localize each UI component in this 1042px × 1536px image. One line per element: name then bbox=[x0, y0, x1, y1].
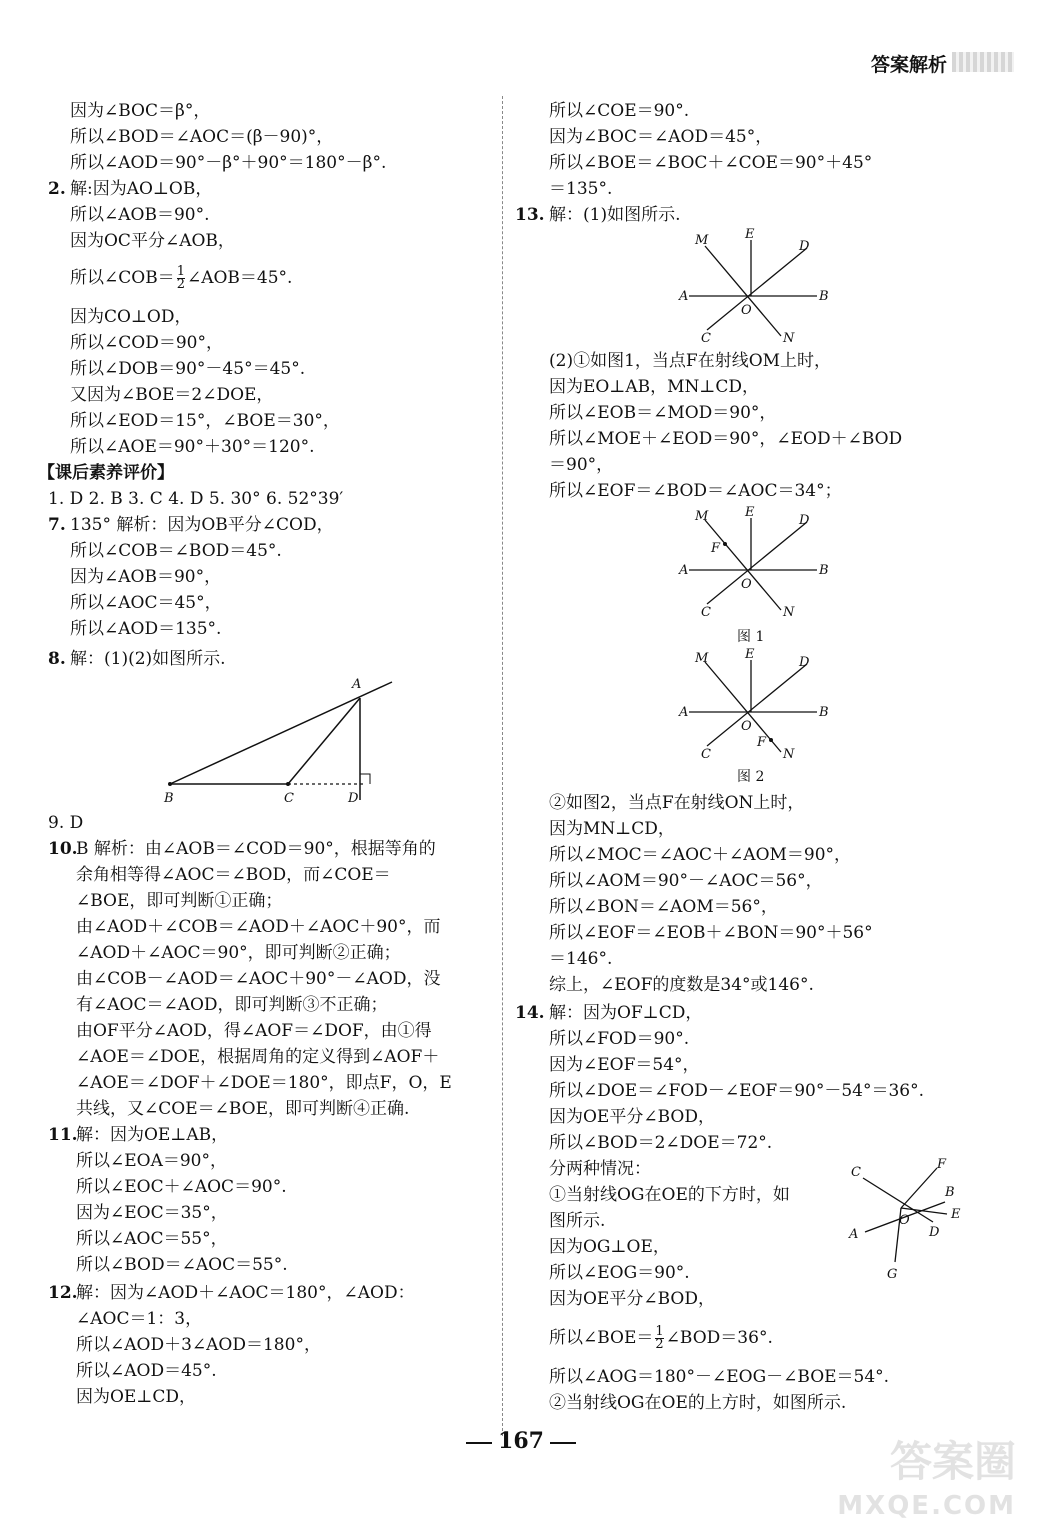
text-line: 所以∠EOD＝15°，∠BOE＝30°， bbox=[70, 411, 340, 431]
text-line: 因为∠AOB＝90°， bbox=[70, 567, 222, 587]
fraction bbox=[655, 1326, 663, 1351]
segment-ca bbox=[288, 698, 360, 784]
text-line: 所以∠COD＝90°， bbox=[70, 333, 223, 353]
text-line: 共线，又∠COE＝∠BOE，即可判断④正确. bbox=[76, 1099, 410, 1119]
label-b: B bbox=[819, 289, 829, 304]
label-d: D bbox=[348, 791, 359, 806]
text-line: 所以∠AOE＝90°＋30°＝120°. bbox=[70, 437, 315, 457]
label-o: O bbox=[741, 719, 752, 734]
problem-number: 11. bbox=[48, 1125, 78, 1145]
problem-number: 10. bbox=[48, 839, 78, 859]
text-line: 解：因为∠AOD＋∠AOC＝180°，∠AOD： bbox=[76, 1283, 415, 1303]
text-line: 所以∠AOM＝90°－∠AOC＝56°， bbox=[549, 871, 823, 891]
figure-14 bbox=[845, 1156, 965, 1286]
point-f bbox=[769, 738, 773, 742]
section-title: 【课后素养评价】 bbox=[38, 463, 174, 483]
text-line: 所以∠EOG＝90°. bbox=[549, 1263, 690, 1283]
text-line: 因为OE平分∠BOD， bbox=[549, 1289, 715, 1309]
text-fragment: ∠AOB＝45°. bbox=[186, 268, 293, 288]
ray-of bbox=[901, 1168, 937, 1208]
problem-number: 7. bbox=[48, 515, 66, 535]
text-line: 所以∠AOD＝135°. bbox=[70, 619, 222, 639]
text-line: B 解析：由∠AOB＝∠COD＝90°，根据等角的 bbox=[76, 839, 436, 859]
label-n: N bbox=[783, 331, 795, 346]
text-line: 所以∠EOA＝90°， bbox=[76, 1151, 227, 1171]
label-c: C bbox=[851, 1165, 861, 1180]
text-fragment: 所以∠BOE＝ bbox=[549, 1328, 654, 1348]
watermark bbox=[837, 1437, 1016, 1528]
text-line: ①当射线OG在OE的下方时，如 bbox=[549, 1185, 790, 1205]
label-a: A bbox=[352, 677, 362, 692]
text-line: 所以∠AOC＝45°， bbox=[70, 593, 222, 613]
text-line: ∠AOE＝∠DOF＋∠DOE＝180°，即点F，O，E bbox=[76, 1073, 452, 1093]
figure-caption: 图 1 bbox=[737, 629, 765, 645]
label-e: E bbox=[951, 1207, 961, 1222]
figure-13 bbox=[677, 226, 837, 346]
answer-line: 1. D 2. B 3. C 4. D 5. 30° 6. 52°39′ bbox=[48, 489, 344, 509]
text-line: 解:因为AO⊥OB， bbox=[70, 179, 213, 199]
page-number: 167 bbox=[498, 1428, 544, 1454]
text-line: 综上，∠EOF的度数是34°或146°. bbox=[549, 975, 814, 995]
label-f: F bbox=[711, 541, 721, 556]
text-line: 所以∠AOC＝55°， bbox=[76, 1229, 228, 1249]
text-line: ＝135°. bbox=[549, 179, 613, 199]
text-line: 由OF平分∠AOD，得∠AOF＝∠DOF，由①得 bbox=[76, 1021, 432, 1041]
text-line: 解：(1)(2)如图所示. bbox=[70, 649, 226, 669]
text-line: 所以∠FOD＝90°. bbox=[549, 1029, 690, 1049]
text-line: 因为OE平分∠BOD， bbox=[549, 1107, 715, 1127]
text-line: 又因为∠BOE＝2∠DOE， bbox=[70, 385, 274, 405]
text-line: 所以∠EOB＝∠MOD＝90°， bbox=[549, 403, 777, 423]
text-line: 因为MN⊥CD， bbox=[549, 819, 675, 839]
text-line: ＝146°. bbox=[549, 949, 613, 969]
point-b bbox=[168, 782, 172, 786]
problem-number: 14. bbox=[515, 1003, 545, 1023]
text-line: 解：(1)如图所示. bbox=[549, 205, 681, 225]
figure-13-2 bbox=[677, 648, 837, 768]
label-b: B bbox=[819, 563, 829, 578]
label-c: C bbox=[701, 331, 711, 346]
text-line: 解：因为OF⊥CD， bbox=[549, 1003, 703, 1023]
label-c: C bbox=[701, 605, 711, 620]
text-line: ∠AOD＋∠AOC＝90°，即可判断②正确； bbox=[76, 943, 401, 963]
problem-number: 8. bbox=[48, 649, 66, 669]
figure-8 bbox=[148, 668, 408, 818]
fraction-numerator: 1 bbox=[655, 1324, 664, 1339]
fraction-denominator: 2 bbox=[176, 277, 185, 292]
label-c: C bbox=[284, 791, 294, 806]
problem-number: 12. bbox=[48, 1283, 78, 1303]
text-line: 因为OE⊥CD， bbox=[76, 1387, 196, 1407]
label-d: D bbox=[799, 513, 810, 528]
fraction bbox=[177, 266, 185, 291]
header-title: 答案解析 bbox=[870, 54, 947, 76]
label-c: C bbox=[701, 747, 711, 762]
text-line: 所以∠BON＝∠AOM＝56°， bbox=[549, 897, 778, 917]
text-line: 所以∠MOC＝∠AOC＋∠AOM＝90°， bbox=[549, 845, 852, 865]
label-a: A bbox=[679, 705, 689, 720]
point-f bbox=[723, 542, 727, 546]
text-line: 所以∠BOD＝2∠DOE＝72°. bbox=[549, 1133, 773, 1153]
text-line: 135° 解析：因为OB平分∠COD， bbox=[70, 515, 334, 535]
line-dc bbox=[707, 248, 807, 330]
label-m: M bbox=[695, 509, 709, 524]
text-line: 所以∠EOC＋∠AOC＝90°. bbox=[76, 1177, 287, 1197]
text-line: 因为CO⊥OD， bbox=[70, 307, 192, 327]
text-line-fraction bbox=[549, 1326, 773, 1351]
label-o: O bbox=[899, 1213, 910, 1228]
text-line: 所以∠EOF＝∠EOB＋∠BON＝90°＋56° bbox=[549, 923, 873, 943]
label-e: E bbox=[745, 227, 755, 242]
page-number-dash bbox=[550, 1442, 576, 1444]
right-angle-mark bbox=[360, 774, 370, 784]
label-g: G bbox=[887, 1267, 898, 1282]
text-line: 所以∠COB＝∠BOD＝45°. bbox=[70, 541, 282, 561]
text-line: ∠AOC＝1：3， bbox=[76, 1309, 203, 1329]
label-o: O bbox=[741, 577, 752, 592]
text-line: ②当射线OG在OE的上方时，如图所示. bbox=[549, 1393, 847, 1413]
text-line: 解：因为OE⊥AB， bbox=[76, 1125, 229, 1145]
label-m: M bbox=[695, 233, 709, 248]
problem-number: 13. bbox=[515, 205, 545, 225]
text-line: 所以∠BOE＝∠BOC＋∠COE＝90°＋45° bbox=[549, 153, 873, 173]
label-n: N bbox=[783, 605, 795, 620]
label-n: N bbox=[783, 747, 795, 762]
text-line: 因为OC平分∠AOB， bbox=[70, 231, 235, 251]
text-line: 余角相等得∠AOC＝∠BOD，而∠COE＝ bbox=[76, 865, 391, 885]
watermark-url: MXQE.COM bbox=[837, 1491, 1016, 1521]
text-line: 因为OG⊥OE， bbox=[549, 1237, 670, 1257]
label-d: D bbox=[929, 1225, 940, 1240]
text-line: 所以∠AOD＋3∠AOD＝180°， bbox=[76, 1335, 321, 1355]
text-line: 所以∠AOD＝45°. bbox=[76, 1361, 217, 1381]
text-line: 所以∠BOD＝∠AOC＝55°. bbox=[76, 1255, 288, 1275]
label-b: B bbox=[819, 705, 829, 720]
label-a: A bbox=[679, 289, 689, 304]
label-a: A bbox=[679, 563, 689, 578]
text-line: 因为∠BOC＝∠AOD＝45°， bbox=[549, 127, 773, 147]
text-line: (2)①如图1，当点F在射线OM上时， bbox=[549, 351, 832, 371]
text-line: 所以∠COE＝90°. bbox=[549, 101, 690, 121]
text-line: 所以∠MOE＋∠EOD＝90°，∠EOD＋∠BOD bbox=[549, 429, 903, 449]
label-o: O bbox=[741, 303, 752, 318]
watermark-text: 答案圈 bbox=[889, 1437, 1016, 1486]
text-line: 所以∠EOF＝∠BOD＝∠AOC＝34°； bbox=[549, 481, 842, 501]
text-line: ②如图2，当点F在射线ON上时， bbox=[549, 793, 805, 813]
text-line-fraction bbox=[70, 266, 292, 291]
fraction-numerator: 1 bbox=[176, 264, 185, 279]
text-line: 因为EO⊥AB，MN⊥CD， bbox=[549, 377, 760, 397]
text-line: ＝90°， bbox=[549, 455, 614, 475]
point-c bbox=[286, 782, 290, 786]
text-line: 所以∠DOE＝∠FOD－∠EOF＝90°－54°＝36°. bbox=[549, 1081, 925, 1101]
fraction-denominator: 2 bbox=[655, 1337, 664, 1352]
label-e: E bbox=[745, 647, 755, 662]
line-ba bbox=[170, 682, 392, 784]
label-f: F bbox=[937, 1157, 947, 1172]
column-divider bbox=[502, 96, 504, 1436]
text-line: ∠BOE，即可判断①正确； bbox=[76, 891, 283, 911]
text-line: 有∠AOC＝∠AOD，即可判断③不正确； bbox=[76, 995, 388, 1015]
text-line: 所以∠DOB＝90°－45°＝45°. bbox=[70, 359, 306, 379]
text-line: 由∠AOD＋∠COB＝∠AOD＋∠AOC＋90°，而 bbox=[76, 917, 441, 937]
line-dc bbox=[707, 664, 807, 746]
label-d: D bbox=[799, 239, 810, 254]
text-line: 图所示. bbox=[549, 1211, 606, 1231]
text-line: 因为∠EOC＝35°， bbox=[76, 1203, 228, 1223]
line-dc bbox=[707, 522, 807, 604]
text-fragment: 所以∠COB＝ bbox=[70, 268, 175, 288]
header-decoration bbox=[952, 52, 1014, 72]
label-a: A bbox=[849, 1227, 859, 1242]
text-line: 由∠COB－∠AOD＝∠AOC＋90°－∠AOD，没 bbox=[76, 969, 441, 989]
problem-number: 2. bbox=[48, 179, 66, 199]
figure-caption: 图 2 bbox=[737, 769, 765, 785]
label-m: M bbox=[695, 651, 709, 666]
text-line: 因为∠EOF＝54°， bbox=[549, 1055, 700, 1075]
text-line: 所以∠AOB＝90°. bbox=[70, 205, 210, 225]
label-e: E bbox=[745, 505, 755, 520]
text-line: 分两种情况： bbox=[549, 1159, 651, 1179]
text-line: ∠AOE＝∠DOE，根据周角的定义得到∠AOF＋ bbox=[76, 1047, 440, 1067]
text-line: 因为∠BOC＝β°， bbox=[70, 101, 211, 121]
label-d: D bbox=[799, 655, 810, 670]
label-f: F bbox=[757, 735, 767, 750]
label-b: B bbox=[164, 791, 174, 806]
text-line: 所以∠AOD＝90°－β°＋90°＝180°－β°. bbox=[70, 153, 387, 173]
text-fragment: ∠BOD＝36°. bbox=[665, 1328, 773, 1348]
text-line: 所以∠BOD＝∠AOC＝(β－90)°， bbox=[70, 127, 334, 147]
answer-line: 9. D bbox=[48, 813, 84, 833]
label-b: B bbox=[945, 1185, 955, 1200]
text-line: 所以∠AOG＝180°－∠EOG－∠BOE＝54°. bbox=[549, 1367, 890, 1387]
